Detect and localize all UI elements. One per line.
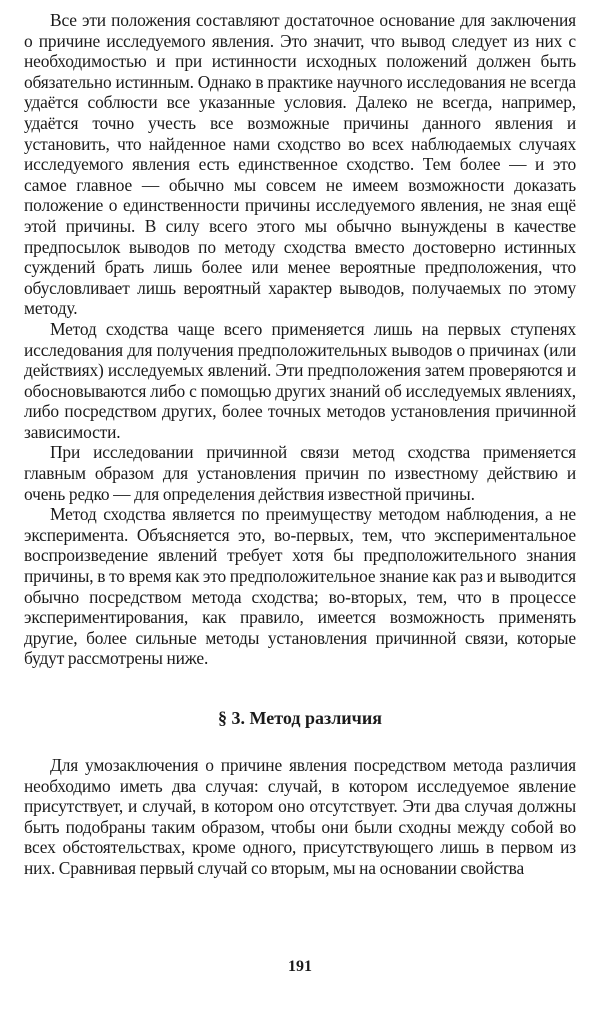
paragraph-2: Метод сходства чаще всего применяется лишь на первых ступенях исследования для получения предположительных выводов о причинах (или действиях) исследуемых явлений. Эти предположения затем проверяются и обосновываются либо с помощью других знаний об исследуемых явлениях, либо посредством других, более точных методов установления причинной зависимости. bbox=[24, 318, 576, 442]
page-number: 191 bbox=[288, 958, 312, 975]
section-paragraph: Для умозаключения о причине явления посредством метода различия необходимо иметь два случая: случай, в котором исследуемое явление присутствует, и случай, в котором оно отсутствует. Эти два случая должны быть подобраны таким образом, чтобы они были сходны между собой во всех обстоятельствах, кроме одного, присутствующего лишь в первом из них. Сравнивая первый случай со вторым, мы на основании свойства bbox=[24, 755, 576, 878]
paragraph-4: Метод сходства является по преимуществу методом наблюдения, а не эксперимента. Объясняется это, во-первых, тем, что экспериментальное воспроизведение явлений требует хотя бы предположительного знания причины, в то время как это предположительное знание как раз и выводится обычно посредством метода сходства; во-вторых, тем, что в процессе экспериментирования, как правило, имеется возможность применять другие, более сильные методы установления причинной связи, которые будут рассмотрены ниже. bbox=[24, 504, 576, 669]
page-body bbox=[24, 10, 576, 879]
paragraph-1: Все эти положения составляют достаточное основание для заключения о причине исследуемого явления. Это значит, что вывод следует из них с необходимостью и при истинности исходных положений должен быть обязательно истинным. Однако в практике научного исследования не всегда удаётся соблюсти все указанные условия. Далеко не всегда, например, удаётся точно учесть все возможные причины данного явления и установить, что найденное нами сходство во всех наблюдаемых случаях исследуемого явления есть единственное сходство. Тем более — и это самое главное — обычно мы совсем не имеем возможности доказать положение о единственности причины исследуемого явления, не зная ещё этой причины. В силу всего этого мы обычно вынуждены в качестве предпосылок выводов по методу сходства вместо достоверно истинных суждений брать лишь более или менее вероятные предположения, что обусловливает лишь вероятный характер выводов, получаемых по этому методу. bbox=[24, 10, 576, 319]
section-title: § 3. Метод различия bbox=[218, 708, 382, 728]
paragraph-3: При исследовании причинной связи метод сходства применяется главным образом для установления причин по известному действию и очень редко — для определения действия известной причины. bbox=[24, 442, 576, 504]
